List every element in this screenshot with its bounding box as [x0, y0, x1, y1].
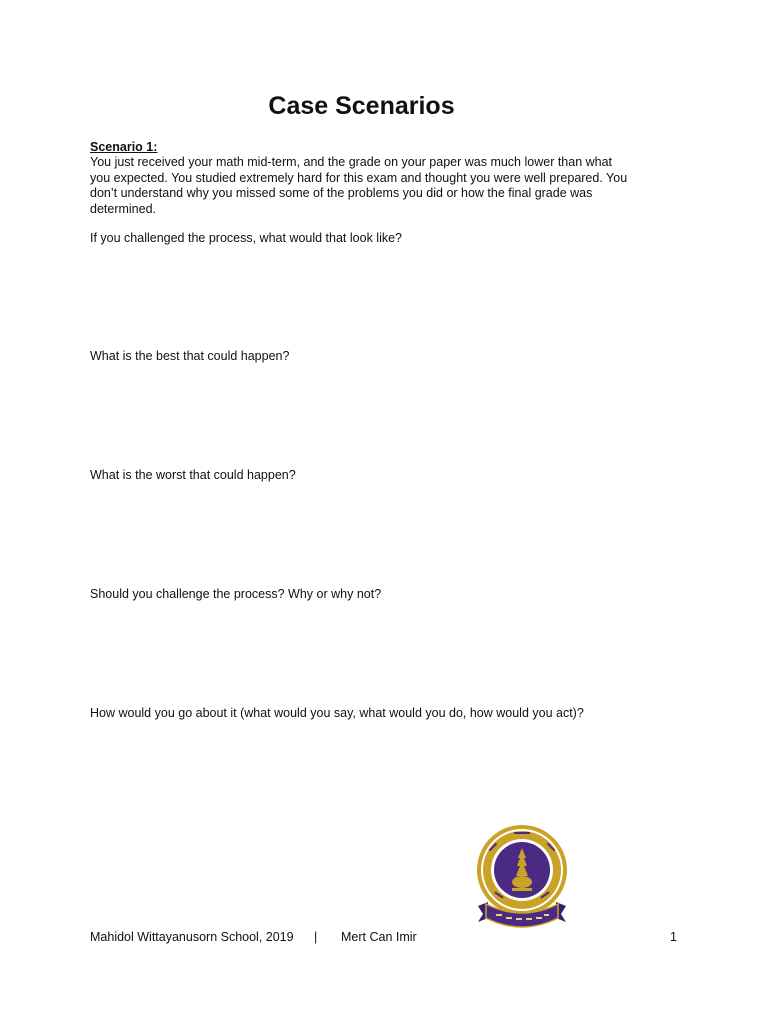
footer-author: Mert Can Imir — [341, 930, 417, 944]
question-best-case: What is the best that could happen? — [90, 349, 290, 363]
question-worst-case: What is the worst that could happen? — [90, 468, 296, 482]
scenario-line: determined. — [90, 201, 157, 216]
page-title: Case Scenarios — [268, 92, 455, 120]
scenario-label: Scenario 1: — [90, 140, 158, 154]
scenario-line: you expected. You studied extremely hard for this exam and thought you were well prepared. You — [90, 170, 628, 185]
scenario-description — [90, 155, 650, 217]
question-should-challenge: Should you challenge the process? Why or why not? — [90, 587, 382, 601]
question-how-to-act: How would you go about it (what would you say, what would you do, how would you act)? — [90, 706, 584, 720]
page-footer — [90, 930, 690, 946]
monogram-emblem-icon — [512, 876, 532, 888]
school-crest-logo — [474, 822, 570, 934]
scenario-line: don’t understand why you missed some of the problems you did or how the final grade was — [90, 186, 593, 200]
emblem-base — [512, 888, 532, 891]
question-challenge-process: If you challenged the process, what would that look like? — [90, 231, 402, 245]
footer-school: Mahidol Wittayanusorn School, 2019 — [90, 930, 294, 944]
scenario-line: You just received your math mid-term, and the grade on your paper was much lower than what — [90, 155, 613, 169]
footer-separator: | — [314, 930, 318, 944]
page-number: 1 — [670, 930, 677, 944]
